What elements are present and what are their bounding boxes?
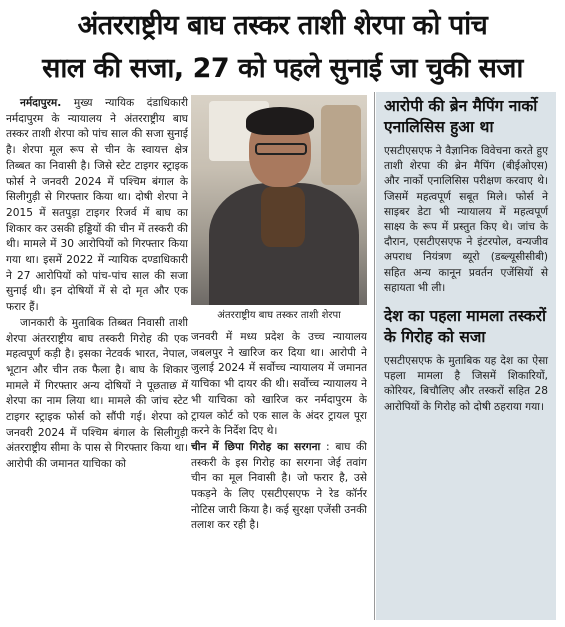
article-paragraph-2: जानकारी के मुताबिक तिब्बत निवासी ताशी शेरपा अंतरराष्ट्रीय बाघ तस्करी गिरोह की एक महत्वपूर्ण कड़ी है। इसका नेटवर्क भारत, नेपाल, भूटान और चीन तक फैला है। बाघ के शिकार मामले में गिरफ्तार अन्य दोषियों ने पूछताछ में शेरपा का नाम लिया था। मामले की जांच स्टेट टाइगर स्ट्राइक फोर्स को सौंपी गई। शेरपा को जनवरी 2024 में पश्चिम बंगाल के सिलीगुड़ी अंतरराष्ट्रीय सीमा के पास से गिरफ्तार किया था। आरोपी की जमानत याचिका को [6, 316, 188, 471]
column-divider [374, 92, 375, 620]
sidebar-heading-1: आरोपी की ब्रेन मैपिंग नार्को एनालिसिस हुआ था [384, 97, 538, 136]
article-column-1 [6, 96, 188, 620]
accused-photo [191, 95, 367, 305]
headline [0, 0, 565, 92]
dateline: नर्मदापुरम. [20, 97, 62, 109]
sidebar-heading-2: देश का पहला मामला तस्करों के गिरोह को सजा [384, 307, 547, 347]
headline-line-1: अंतरराष्ट्रीय बाघ तस्कर ताशी शेरपा को पांच [77, 10, 488, 41]
headline-line-2: साल की सजा, 27 को पहले सुनाई जा चुकी सजा [42, 53, 523, 84]
subheading: चीन में छिपा गिरोह का सरगना [191, 440, 321, 453]
paragraph-text: : बाघ की तस्करी के इस गिरोह का सरगना जेई तवांग चीन का मूल निवासी है। जो फरार है, उसे पकड़ने के लिए एसटीएसएफ ने रेड कॉर्नर नोटिस जारी किया है। कई सुरक्षा एजेंसी उनकी तलाश कर रही है। [191, 440, 367, 532]
article-paragraph-1 [6, 96, 188, 316]
sidebar-text-2: एसटीएसएफ के मुताबिक यह देश का ऐसा पहला मामला है जिसमें शिकारियों, कोरियर, बिचौलिए और तस्करों सहित 28 आरोपियों के गिरोह को दोषी ठहराया गया। [384, 355, 548, 413]
paragraph-text: मुख्य न्यायिक दंडाधिकारी नर्मदापुरम के न्यायालय ने अंतरराष्ट्रीय बाघ तस्कर ताशी शेरपा को पांच साल की सजा सुनाई है। शेरपा मूल रूप से चीन के स्वायत्त क्षेत्र तिब्बत का निवासी है। जिसे स्टेट टाइगर स्ट्राइक फोर्स ने जनवरी 2024 में पश्चिम बंगाल के सिलीगुड़ी से गिरफ्तार किया था। दोषी शेरपा ने 2015 में सतपुड़ा टाइगर रिजर्व में बाघ का शिकार कर उसकी हड्डियों की चीन में तस्करी की थी। मामले में 30 आरोपियों को गिरफ्तार किया गया था। इसमें 2022 में न्यायिक दण्डाधिकारी ने 27 आरोपियों को पांच-पांच साल की सजा सुनाई थी। इन दोषियों में से दो मृत और एक फरार हैं। [6, 97, 188, 314]
article-paragraph-3: जनवरी में मध्य प्रदेश के उच्च न्यायालय जबलपुर ने खारिज कर दिया था। आरोपी ने जुलाई 2024 में सर्वोच्च न्यायालय में जमानत याचिका भी दायर की थी। सर्वोच्च न्यायालय ने भी याचिका को खारिज कर नर्मदापुरम के ट्रायल कोर्ट को एक साल के अंदर ट्रायल पूरा करने के निर्देश दिए थे। [191, 331, 367, 438]
sidebar-text-1: एसटीएसएफ ने वैज्ञानिक विवेचना करते हुए ताशी शेरपा की ब्रेन मैपिंग (बीईओएस) और नार्को एनालिसिस परीक्षण करवाए थे। जिसमें महत्वपूर्ण सबूत मिले। फोर्स ने साइबर डेटा भी न्यायालय में महत्वपूर्ण साक्ष्य के रूप में प्रस्तुत किए थे। जांच के दौरान, एसटीएसएफ ने इंटरपोल, वन्यजीव अपराध नियंत्रण ब्यूरो (डब्ल्यूसीसीबी) सहित अन्य कानून प्रवर्तन एजेंसियों से सहायता भी ली। [384, 145, 548, 294]
photo-caption: अंतरराष्ट्रीय बाघ तस्कर ताशी शेरपा [217, 310, 341, 321]
photo-block [191, 95, 367, 327]
sidebar-box [376, 92, 556, 620]
article-column-2 [191, 330, 367, 622]
article-paragraph-4 [191, 440, 367, 534]
